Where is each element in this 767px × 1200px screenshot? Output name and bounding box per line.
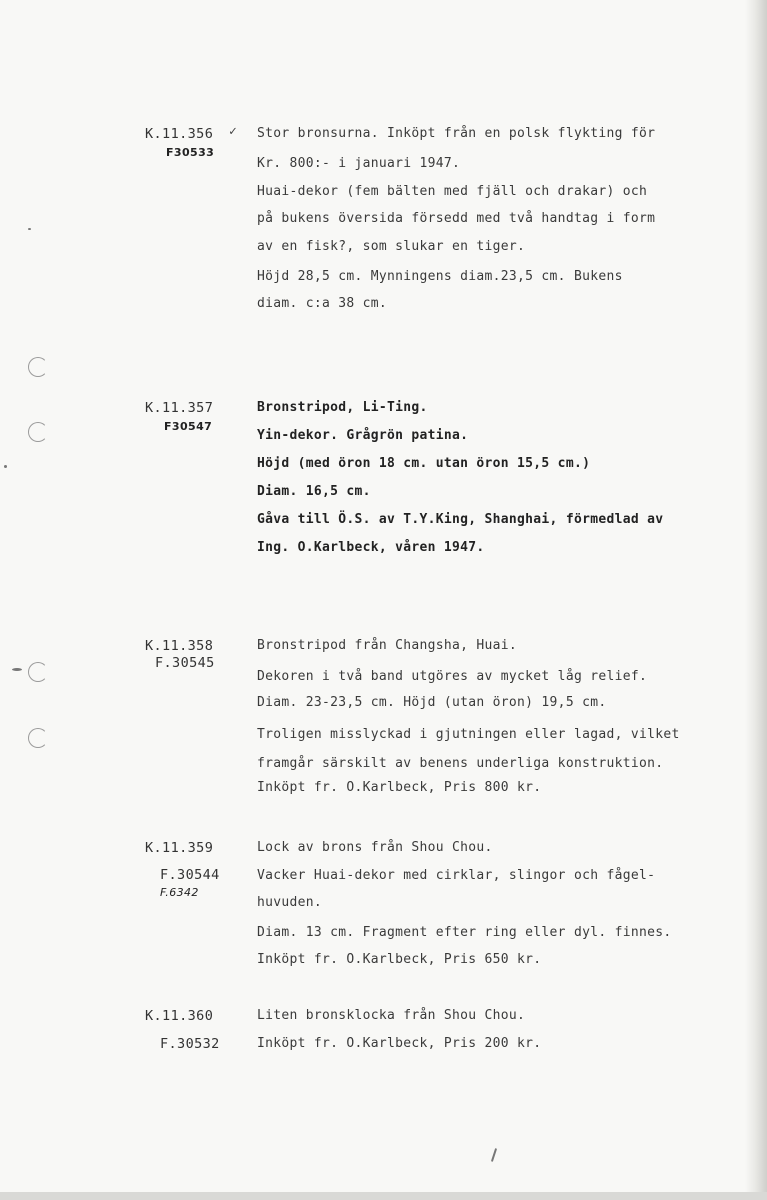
description-line: framgår särskilt av benens underliga konstruktion. [257, 756, 664, 771]
check-mark: ✓ [229, 124, 237, 139]
description-line: Troligen misslyckad i gjutningen eller lagad, vilket [257, 727, 680, 742]
description-line: Inköpt fr. O.Karlbeck, Pris 800 kr. [257, 780, 542, 795]
description-line: Diam. 16,5 cm. [257, 484, 371, 499]
registration-number: F.6342 [160, 886, 199, 899]
punch-hole [28, 357, 48, 377]
description-line: Dekoren i två band utgöres av mycket låg relief. [257, 669, 648, 684]
catalog-number: K.11.360 [145, 1008, 214, 1024]
catalog-number: K.11.358 [145, 638, 214, 654]
description-line: av en fisk?, som slukar en tiger. [257, 239, 526, 254]
description-line: på bukens översida försedd med två handtag i form [257, 211, 656, 226]
description-line: huvuden. [257, 895, 323, 910]
scan-speck [28, 228, 31, 230]
registration-number: F30547 [164, 420, 213, 433]
description-line: Gåva till Ö.S. av T.Y.King, Shanghai, förmedlad av [257, 512, 664, 527]
registration-number: F30533 [166, 146, 215, 159]
catalog-number: K.11.357 [145, 400, 214, 416]
description-line: Inköpt fr. O.Karlbeck, Pris 200 kr. [257, 1036, 542, 1051]
punch-hole [28, 728, 48, 748]
description-line: Bronstripod, Li-Ting. [257, 400, 428, 415]
description-line: Höjd 28,5 cm. Mynningens diam.23,5 cm. Bukens [257, 269, 623, 284]
registration-number: F.30544 [160, 867, 220, 883]
registration-number: F.30532 [160, 1036, 220, 1052]
punch-hole [28, 422, 48, 442]
scan-speck [4, 465, 7, 468]
catalog-number: K.11.356 [145, 126, 214, 142]
description-line: Liten bronsklocka från Shou Chou. [257, 1008, 526, 1023]
description-line: Vacker Huai-dekor med cirklar, slingor och fågel- [257, 868, 656, 883]
description-line: Höjd (med öron 18 cm. utan öron 15,5 cm.) [257, 456, 591, 471]
description-line: Stor bronsurna. Inköpt från en polsk flykting för [257, 126, 656, 141]
page-bottom-edge [0, 1192, 767, 1200]
description-line: diam. c:a 38 cm. [257, 296, 388, 311]
description-line: Diam. 13 cm. Fragment efter ring eller dyl. finnes. [257, 925, 672, 940]
description-line: Lock av brons från Shou Chou. [257, 840, 493, 855]
description-line: Inköpt fr. O.Karlbeck, Pris 650 kr. [257, 952, 542, 967]
description-line: Huai-dekor (fem bälten med fjäll och drakar) och [257, 184, 648, 199]
description-line: Bronstripod från Changsha, Huai. [257, 638, 518, 653]
punch-hole [28, 662, 48, 682]
description-line: Kr. 800:- i januari 1947. [257, 156, 461, 171]
scan-speck [491, 1148, 497, 1162]
scan-speck [12, 668, 22, 671]
registration-number: F.30545 [155, 655, 215, 671]
description-line: Ing. O.Karlbeck, våren 1947. [257, 540, 485, 555]
description-line: Yin-dekor. Grågrön patina. [257, 428, 469, 443]
catalog-number: K.11.359 [145, 840, 214, 856]
description-line: Diam. 23-23,5 cm. Höjd (utan öron) 19,5 cm. [257, 695, 607, 710]
page-edge-shadow [745, 0, 767, 1200]
